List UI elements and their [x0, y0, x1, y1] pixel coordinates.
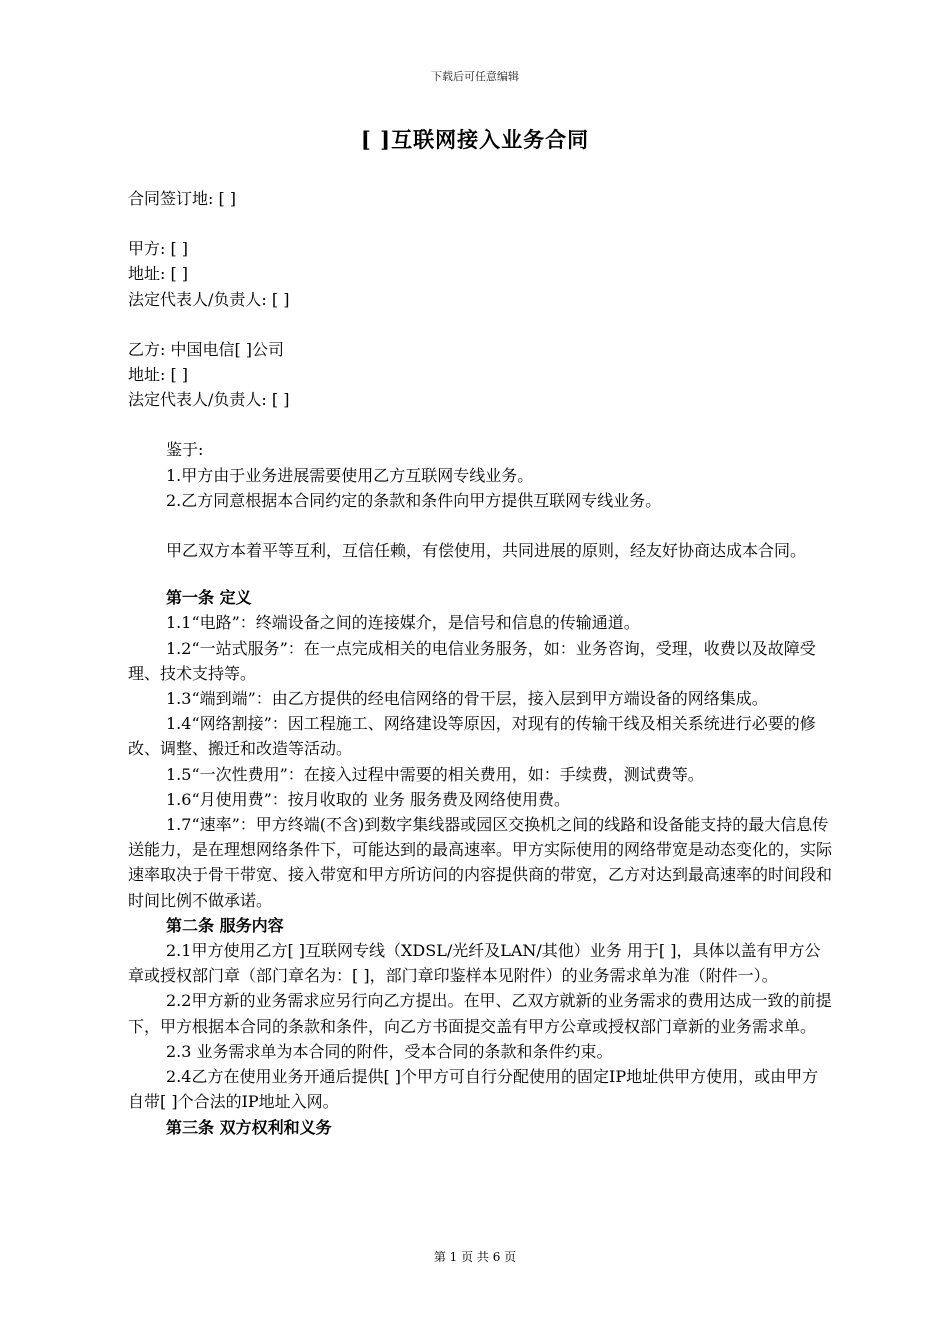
party-a-representative: 法定代表人/负责人: [ ] [128, 289, 290, 309]
article-heading: 第二条 服务内容 [166, 915, 284, 935]
whereas-item: 1.甲方由于业务进展需要使用乙方互联网专线业务。 [166, 465, 534, 485]
clause: 1.5“一次性费用”：在接入过程中需要的相关费用，如：手续费，测试费等。 [166, 764, 704, 784]
clause: 1.4“网络割接”：因工程施工、网络建设等原因，对现有的传输干线及相关系统进行必要的修改、调整、搬迁和改造等活动。 [128, 714, 816, 759]
clause: 1.7“速率”：甲方终端(不含)到数字集线器或园区交换机之间的线路和设备能支持的最大信息传送能力，是在理想网络条件下，可能达到的最高速率。甲方实际使用的网络带宽是动态变化的，实际速率取决于骨干带宽、接入带宽和甲方所访问的内容提供商的带宽，乙方对达到最高速率的时间段和时间比例不做承诺。 [128, 815, 833, 910]
party-a-name: 甲方: [ ] [128, 239, 189, 259]
party-a-address: 地址: [ ] [128, 264, 189, 284]
clause: 2.2甲方新的业务需求应另行向乙方提出。在甲、乙双方就新的业务需求的费用达成一致的前提下，甲方根据本合同的条款和条件，向乙方书面提交盖有甲方公章或授权部门章新的业务需求单。 [128, 991, 832, 1036]
article-heading: 第一条 定义 [166, 588, 252, 608]
signing-place: 合同签订地: [ ] [128, 189, 237, 208]
clause: 1.3“端到端”：由乙方提供的经电信网络的骨干层，接入层到甲方端设备的网络集成。 [166, 689, 768, 709]
clause: 1.6“月使用费”：按月收取的 业务 服务费及网络使用费。 [166, 789, 570, 809]
document-title: [ ]互联网接入业务合同 [360, 127, 590, 152]
page-footer: 第 1 页 共 6 页 [433, 1250, 517, 1264]
header-note: 下载后可任意编辑 [431, 70, 519, 83]
clause: 2.1甲方使用乙方[ ]互联网专线（XDSL/光纤及LAN/其他）业务 用于[ ]，具体以盖有甲方公章或授权部门章（部门章名为：[ ]，部门章印鉴样本见附件）的业务需求单为准（附件一）。 [128, 941, 821, 986]
whereas-heading: 鉴于: [166, 440, 204, 460]
preamble: 甲乙双方本着平等互利，互信任赖，有偿使用，共同进展的原则，经友好协商达成本合同。 [166, 541, 807, 561]
clause: 1.1“电路”：终端设备之间的连接媒介，是信号和信息的传输通道。 [166, 613, 640, 633]
clause: 2.4乙方在使用业务开通后提供[ ]个甲方可自行分配使用的固定IP地址供甲方使用，或由甲方自带[ ]个合法的IP地址入网。 [128, 1067, 819, 1112]
party-b-representative: 法定代表人/负责人: [ ] [128, 390, 290, 410]
document-body [128, 186, 833, 1140]
article-heading: 第三条 双方权利和义务 [166, 1117, 332, 1137]
whereas-item: 2.乙方同意根据本合同约定的条款和条件向甲方提供互联网专线业务。 [166, 490, 662, 510]
clause: 2.3 业务需求单为本合同的附件，受本合同的条款和条件约束。 [166, 1041, 613, 1061]
party-b-name: 乙方: 中国电信[ ]公司 [128, 339, 285, 359]
party-b-address: 地址: [ ] [128, 365, 189, 385]
clause: 1.2“一站式服务”：在一点完成相关的电信业务服务，如：业务咨询，受理，收费以及故障受理、技术支持等。 [128, 638, 816, 683]
